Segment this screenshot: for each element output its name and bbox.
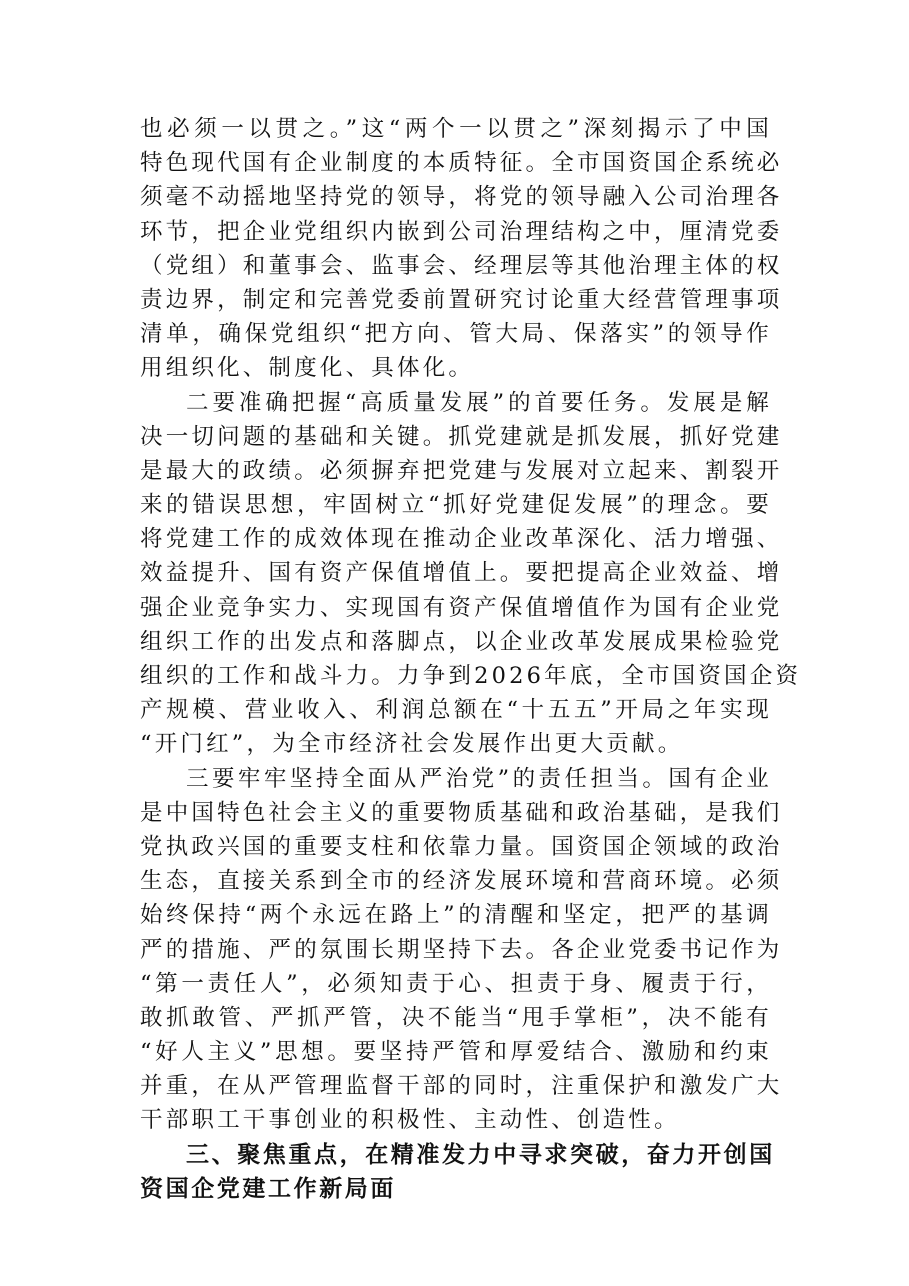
heading-line: 资国企党建工作新局面	[140, 1175, 396, 1202]
text-line: 党执政兴国的重要支柱和依靠力量。国资国企领域的政治	[140, 833, 783, 860]
paragraph-strict-governance	[140, 762, 783, 1138]
text-line: 环节，把企业党组织内嵌到公司治理结构之中，厘清党委	[140, 218, 783, 245]
text-line: “好人主义”思想。要坚持严管和厚爱结合、激励和约束	[140, 1039, 772, 1066]
text-line: 产规模、营业收入、利润总额在“十五五”开局之年实现	[140, 697, 772, 724]
text-line: 强企业竞争实力、实现国有资产保值增值作为国有企业党	[140, 594, 783, 621]
text-line: （党组）和董事会、监事会、经理层等其他治理主体的权	[140, 252, 783, 279]
text-line: 组织工作的出发点和落脚点，以企业改革发展成果检验党	[140, 628, 783, 655]
text-line: 干部职工干事创业的积极性、主动性、创造性。	[140, 1107, 680, 1134]
text-line: 并重，在从严管理监督干部的同时，注重保护和激发广大	[140, 1073, 783, 1100]
text-line: 严的措施、严的氛围长期坚持下去。各企业党委书记作为	[140, 936, 783, 963]
text-line: 特色现代国有企业制度的本质特征。全市国资国企系统必	[140, 150, 783, 177]
heading-line: 三、聚焦重点，在精准发力中寻求突破，奋力开创国	[186, 1141, 775, 1168]
text-line: 责边界，制定和完善党委前置研究讨论重大经营管理事项	[140, 286, 783, 313]
text-line: 将党建工作的成效体现在推动企业改革深化、活力增强、	[140, 526, 783, 553]
paragraph-leadership	[140, 112, 783, 386]
text-line: 清单，确保党组织“把方向、管大局、保落实”的领导作	[140, 321, 772, 348]
text-line: 二要准确把握“高质量发展”的首要任务。发展是解	[186, 389, 772, 416]
text-line: “开门红”，为全市经济社会发展作出更大贡献。	[140, 731, 684, 758]
text-line: 来的错误思想，牢固树立“抓好党建促发展”的理念。要	[140, 492, 772, 519]
text-line: 是最大的政绩。必须摒弃把党建与发展对立起来、割裂开	[140, 457, 783, 484]
text-line: 是中国特色社会主义的重要物质基础和政治基础，是我们	[140, 799, 783, 826]
paragraph-high-quality-development	[140, 386, 802, 762]
text-line: 始终保持“两个永远在路上”的清醒和坚定，把严的基调	[140, 902, 772, 929]
text-line: 生态，直接关系到全市的经济发展环境和营商环境。必须	[140, 868, 783, 895]
text-line: 三要牢牢坚持全面从严治党”的责任担当。国有企业	[186, 765, 772, 792]
text-line: 决一切问题的基础和关键。抓党建就是抓发展，抓好党建	[140, 423, 783, 450]
text-line: 用组织化、制度化、具体化。	[140, 355, 475, 382]
text-line: 须毫不动摇地坚持党的领导，将党的领导融入公司治理各	[140, 184, 783, 211]
section-heading	[140, 1138, 775, 1206]
text-line: 效益提升、国有资产保值增值上。要把提高企业效益、增	[140, 560, 783, 587]
text-line: 也必须一以贯之。”这“两个一以贯之”深刻揭示了中国	[140, 116, 772, 142]
text-line: “第一责任人”，必须知责于心、担责于身、履责于行，	[140, 970, 772, 997]
text-line: 组织的工作和战斗力。力争到2026年底，全市国资国企资	[140, 663, 802, 689]
body-text	[140, 112, 802, 1206]
text-line: 敢抓敢管、严抓严管，决不能当“甩手掌柜”，决不能有	[140, 1004, 772, 1031]
